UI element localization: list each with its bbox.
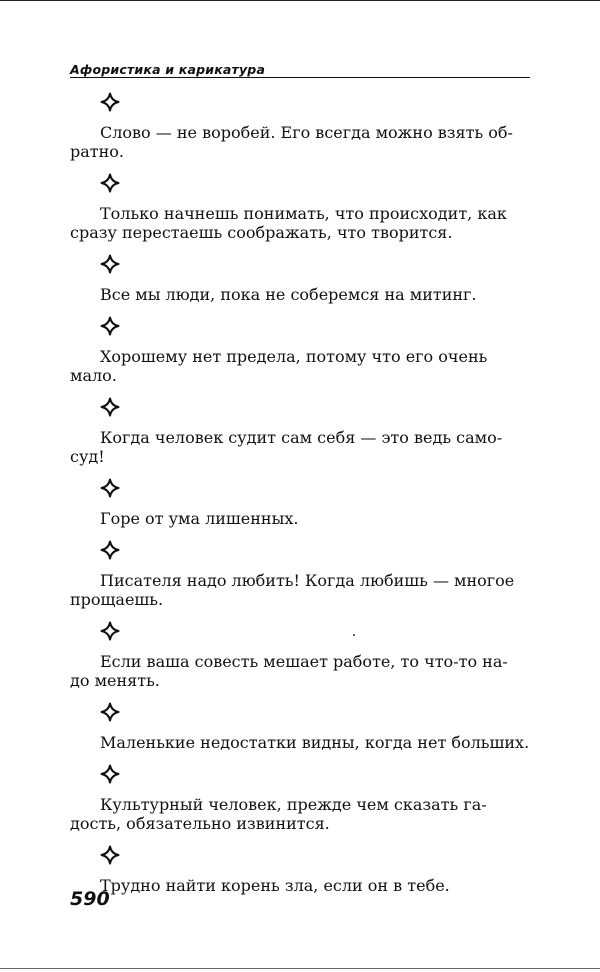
diamond-star-icon (100, 397, 120, 417)
aphorism-line-first: Все мы люди, пока не соберемся на митинг. (100, 285, 477, 304)
diamond-star-icon (100, 254, 120, 274)
print-speck (353, 634, 355, 636)
aphorism-text (100, 876, 530, 895)
diamond-star-icon (100, 173, 120, 193)
aphorism-line-first: Хорошему нет предела, потому что его очень (100, 347, 488, 366)
aphorism-text (70, 428, 530, 466)
aphorism-text (100, 509, 530, 528)
aphorism-text (70, 204, 530, 242)
aphorism-line-first: Когда человек судит сам себя — это ведь само- (100, 428, 503, 447)
aphorism-line-continuation: сразу перестаешь соображать, что творится. (70, 223, 453, 242)
aphorism-line-continuation: мало. (70, 366, 117, 385)
page-top-border (0, 0, 600, 1)
aphorism-entry (70, 173, 530, 242)
running-header (70, 60, 530, 80)
aphorism-text (100, 733, 530, 752)
running-header-title: Афористика и карикатура (70, 62, 266, 77)
aphorism-text (70, 652, 530, 690)
diamond-star-icon (100, 621, 120, 641)
aphorism-text (100, 285, 530, 304)
aphorism-line-first: Писателя надо любить! Когда любишь — многое (100, 571, 515, 590)
aphorism-text (70, 123, 530, 161)
aphorism-entry (100, 254, 530, 304)
aphorism-line-continuation: до менять. (70, 671, 160, 690)
aphorism-line-first: Только начнешь понимать, что происходит, как (100, 204, 507, 223)
diamond-star-icon (100, 478, 120, 498)
page-number: 590 (70, 888, 110, 910)
diamond-star-icon (100, 316, 120, 336)
aphorism-text (70, 795, 530, 833)
aphorism-line-continuation: дость, обязательно извинится. (70, 814, 330, 833)
aphorism-entry (100, 845, 530, 895)
aphorism-entry (100, 478, 530, 528)
aphorism-line-first: Если ваша совесть мешает работе, то что-то на- (100, 652, 508, 671)
aphorism-entry (70, 316, 530, 385)
aphorism-line-first: Культурный человек, прежде чем сказать га- (100, 795, 487, 814)
aphorism-entry (70, 621, 530, 690)
diamond-star-icon (100, 845, 120, 865)
aphorism-entry (70, 92, 530, 161)
aphorism-line-first: Горе от ума лишенных. (100, 509, 299, 528)
diamond-star-icon (100, 702, 120, 722)
aphorism-text (70, 347, 530, 385)
aphorism-entry (70, 397, 530, 466)
aphorism-entry (70, 540, 530, 609)
aphorism-line-continuation: прощаешь. (70, 590, 164, 609)
aphorism-text (70, 571, 530, 609)
header-rule (70, 77, 530, 78)
aphorism-entry (100, 702, 530, 752)
aphorism-line-first: Трудно найти корень зла, если он в тебе. (100, 876, 450, 895)
aphorism-line-first: Маленькие недостатки видны, когда нет больших. (100, 733, 530, 752)
page-bottom-border (0, 968, 600, 969)
diamond-star-icon (100, 92, 120, 112)
aphorism-line-continuation: суд! (70, 447, 105, 466)
aphorism-line-first: Слово — не воробей. Его всегда можно взять об- (100, 123, 513, 142)
diamond-star-icon (100, 540, 120, 560)
aphorism-entry (70, 764, 530, 833)
diamond-star-icon (100, 764, 120, 784)
aphorism-line-continuation: ратно. (70, 142, 125, 161)
